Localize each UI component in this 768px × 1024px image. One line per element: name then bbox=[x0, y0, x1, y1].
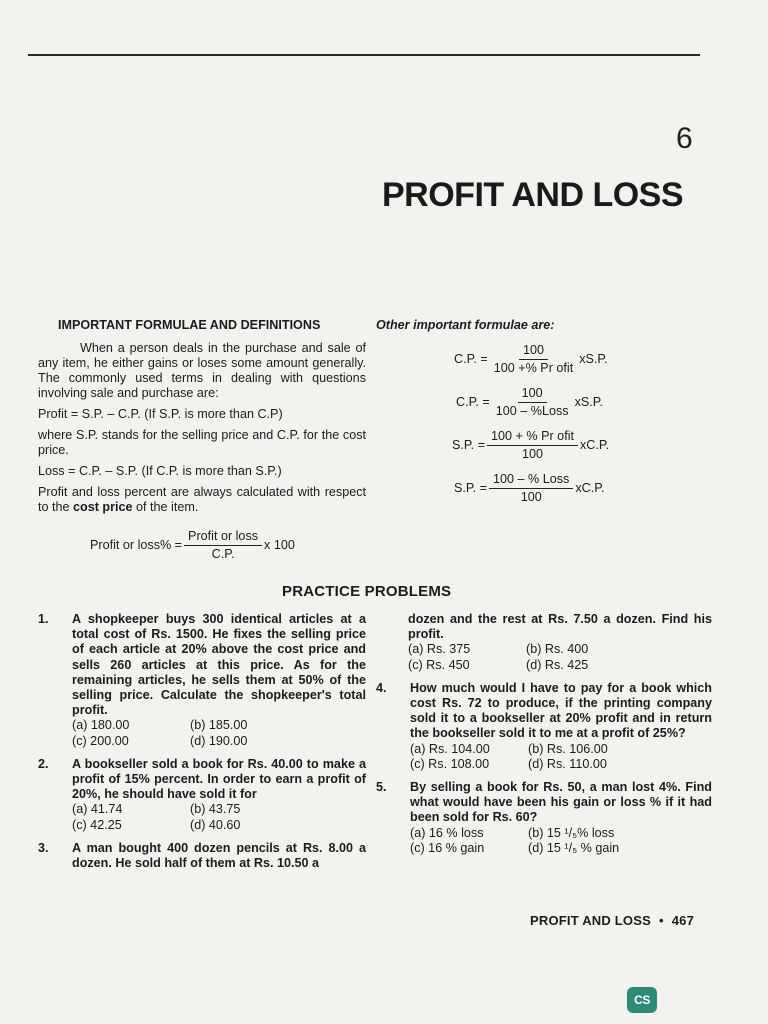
option-b: (b) 15 ¹/₅% loss bbox=[528, 825, 615, 840]
option-b: (b) Rs. 400 bbox=[526, 642, 589, 657]
option-c: (c) Rs. 450 bbox=[408, 657, 470, 672]
formula-lhs: S.P. = bbox=[454, 481, 488, 495]
formula-lhs: C.P. = bbox=[454, 352, 488, 366]
answer-options bbox=[72, 802, 366, 832]
fraction-numerator: Profit or loss bbox=[184, 529, 262, 546]
problem-text: How much would I have to pay for a book which cost Rs. 72 to produce, if the printing company sold it to a bookseller at 20% profit and in return the bookseller sold it to me at a profit of 25%? bbox=[410, 680, 712, 741]
problem-text: By selling a book for Rs. 50, a man lost 4%. Find what would have been his gain or loss % if it had been sold for Rs. 60? bbox=[410, 780, 712, 825]
problem-4 bbox=[376, 681, 712, 772]
problem-number: 1. bbox=[38, 612, 49, 626]
formula-fraction bbox=[487, 429, 578, 462]
other-formulae-section bbox=[376, 318, 716, 505]
problem-3-continuation bbox=[376, 612, 712, 673]
option-d: (d) 40.60 bbox=[190, 817, 241, 832]
formula-rhs: xS.P. bbox=[579, 352, 608, 366]
problem-number: 2. bbox=[38, 756, 49, 771]
fraction-denominator: C.P. bbox=[211, 547, 235, 561]
footer-separator: • bbox=[658, 913, 664, 928]
formula-fraction bbox=[490, 343, 577, 376]
other-formulae-heading: Other important formulae are: bbox=[376, 318, 555, 332]
percent-def-bold: cost price bbox=[73, 500, 133, 514]
answer-options bbox=[410, 826, 712, 856]
problem-2 bbox=[38, 757, 366, 833]
formula-rhs: xC.P. bbox=[580, 438, 610, 452]
chapter-number: 6 bbox=[676, 122, 693, 155]
fraction-denominator: 100 bbox=[520, 490, 542, 504]
option-d: (d) Rs. 425 bbox=[526, 657, 589, 672]
formula-lhs: C.P. = bbox=[456, 395, 490, 409]
percent-definition bbox=[38, 485, 366, 515]
page-footer bbox=[530, 913, 694, 928]
problem-number: 5. bbox=[376, 780, 387, 795]
option-a: (a) 41.74 bbox=[72, 802, 123, 817]
camscanner-badge-icon: CS bbox=[627, 987, 657, 1013]
answer-options bbox=[72, 718, 366, 748]
formulae-definitions-section bbox=[38, 318, 366, 562]
problems-right-column bbox=[376, 612, 712, 864]
problem-text: A man bought 400 dozen pencils at Rs. 8.00 a dozen. He sold half of them at Rs. 10.50 a bbox=[72, 840, 366, 871]
formula-lhs: Profit or loss% = bbox=[90, 538, 183, 552]
option-b: (b) 43.75 bbox=[190, 802, 241, 817]
option-d: (d) 190.00 bbox=[190, 733, 248, 748]
problems-left-column bbox=[38, 612, 366, 879]
fraction-numerator: 100 – % Loss bbox=[489, 472, 573, 489]
percent-def-end: of the item. bbox=[132, 500, 199, 514]
option-c: (c) 200.00 bbox=[72, 733, 129, 748]
fraction-denominator: 100 – %Loss bbox=[495, 404, 569, 418]
option-c: (c) 16 % gain bbox=[410, 840, 485, 855]
practice-problems-heading: PRACTICE PROBLEMS bbox=[282, 583, 452, 600]
fraction-numerator: 100 bbox=[519, 343, 548, 360]
formula-cp-profit bbox=[454, 343, 716, 376]
where-definition: where S.P. stands for the selling price and C.P. for the cost price. bbox=[38, 428, 366, 457]
fraction-denominator: 100 +% Pr ofit bbox=[493, 361, 574, 375]
option-a: (a) 180.00 bbox=[72, 718, 130, 733]
problem-number: 3. bbox=[38, 840, 49, 855]
formula-sp-loss bbox=[454, 472, 716, 505]
formula-fraction bbox=[489, 472, 573, 505]
problem-number: 4. bbox=[376, 680, 387, 695]
formula-fraction bbox=[184, 529, 262, 562]
option-d: (d) Rs. 110.00 bbox=[528, 756, 607, 771]
fraction-numerator: 100 bbox=[518, 386, 547, 403]
problem-5 bbox=[376, 780, 712, 856]
page-number: 467 bbox=[671, 913, 695, 928]
answer-options bbox=[410, 742, 712, 772]
top-rule bbox=[28, 54, 700, 56]
section-heading: IMPORTANT FORMULAE AND DEFINITIONS bbox=[58, 318, 321, 332]
fraction-numerator: 100 + % Pr ofit bbox=[487, 429, 578, 446]
option-a: (a) Rs. 104.00 bbox=[410, 741, 490, 756]
option-c: (c) Rs. 108.00 bbox=[410, 756, 490, 771]
option-b: (b) 185.00 bbox=[190, 718, 248, 733]
percent-def-text: Profit and loss percent are always calculated with respect to the bbox=[38, 485, 366, 514]
option-c: (c) 42.25 bbox=[72, 817, 122, 832]
formula-sp-profit bbox=[452, 429, 716, 462]
loss-definition: Loss = C.P. – S.P. (If C.P. is more than S.P.) bbox=[38, 464, 282, 478]
fraction-denominator: 100 bbox=[522, 447, 544, 461]
formula-fraction bbox=[492, 386, 573, 419]
formula-rhs: x 100 bbox=[264, 538, 295, 552]
formula-rhs: xC.P. bbox=[575, 481, 605, 495]
footer-title: PROFIT AND LOSS bbox=[530, 913, 651, 928]
profit-loss-percent-formula bbox=[90, 529, 366, 562]
answer-options bbox=[408, 642, 712, 672]
problem-3 bbox=[38, 841, 366, 871]
problem-1 bbox=[38, 612, 366, 749]
formula-lhs: S.P. = bbox=[452, 438, 486, 452]
problem-text: A shopkeeper buys 300 identical articles at a total cost of Rs. 1500. He fixes the selling price of each article at 20% above the cost price and sells 260 articles at this price. As for the remaining articles, he sells them at 50% of the selling price. Calculate the shopkeeper's total profit. bbox=[72, 612, 366, 718]
formula-cp-loss bbox=[456, 386, 716, 419]
intro-paragraph: When a person deals in the purchase and sale of any item, he either gains or loses some amount generally. The commonly used terms in dealing with questions involving sale and purchase are: bbox=[38, 341, 366, 400]
option-a: (a) 16 % loss bbox=[410, 825, 484, 840]
option-a: (a) Rs. 375 bbox=[408, 642, 471, 657]
option-d: (d) 15 ¹/₅ % gain bbox=[528, 840, 620, 855]
profit-definition: Profit = S.P. – C.P. (If S.P. is more than C.P) bbox=[38, 407, 283, 421]
formula-rhs: xS.P. bbox=[574, 395, 604, 409]
chapter-title: PROFIT AND LOSS bbox=[382, 176, 684, 214]
problem-text: A bookseller sold a book for Rs. 40.00 to make a profit of 15% percent. In order to earn a profit of 20%, he should have sold it for bbox=[72, 756, 366, 802]
problem-text: dozen and the rest at Rs. 7.50 a dozen. Find his profit. bbox=[408, 612, 712, 642]
option-b: (b) Rs. 106.00 bbox=[528, 741, 608, 756]
